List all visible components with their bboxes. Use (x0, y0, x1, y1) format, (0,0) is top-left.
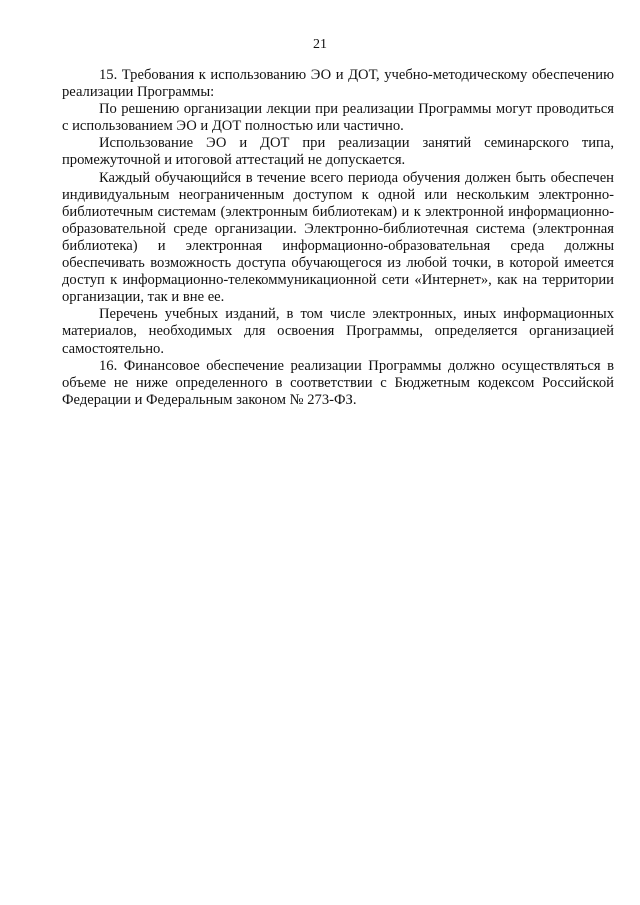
paragraph-lectures: По решению организации лекции при реализации Программы могут проводиться с использованием ЭО и ДОТ полностью или частично. (62, 101, 614, 135)
document-body (62, 67, 614, 409)
page-number: 21 (313, 37, 327, 52)
paragraph-seminars: Использование ЭО и ДОТ при реализации занятий семинарского типа, промежуточной и итоговой аттестаций не допускается. (62, 135, 614, 169)
paragraph-requirements-heading: 15. Требования к использованию ЭО и ДОТ, учебно-методическому обеспечению реализации Программы: (62, 67, 614, 101)
paragraph-library-access: Каждый обучающийся в течение всего периода обучения должен быть обеспечен индивидуальным неограниченным доступом к одной или нескольким электронно-библиотечным системам (электронным библиотекам) и к электронной информационно-образовательной среде организации. Электронно-библиотечная система (электронная библиотека) и электронная информационно-образовательная среда должны обеспечивать возможность доступа обучающегося из любой точки, в которой имеется доступ к информационно-телекоммуникационной сети «Интернет», как на территории организации, так и вне ее. (62, 169, 614, 306)
paragraph-financing: 16. Финансовое обеспечение реализации Программы должно осуществляться в объеме не ниже определенного в соответствии с Бюджетным кодексом Российской Федерации и Федеральным законом № 273-ФЗ. (62, 357, 614, 408)
paragraph-educational-materials: Перечень учебных изданий, в том числе электронных, иных информационных материалов, необходимых для освоения Программы, определяется организацией самостоятельно. (62, 306, 614, 357)
